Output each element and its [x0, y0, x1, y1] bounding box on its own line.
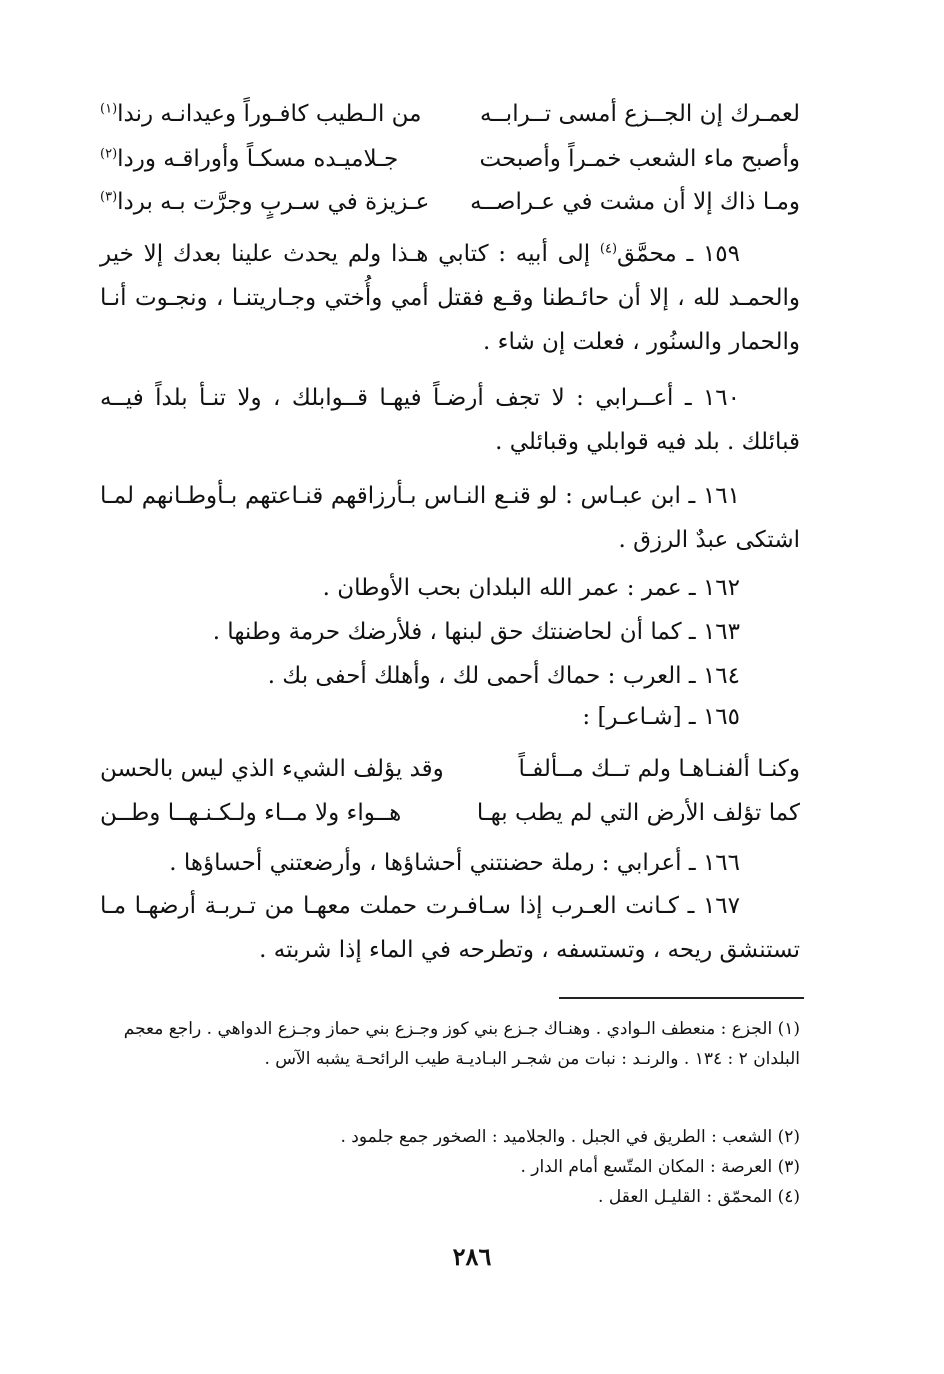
- footnote-marker: (٤): [599, 241, 618, 257]
- entry-165: ١٦٥ ـ [شـاعـر] :: [582, 704, 740, 730]
- verse-first-hemistich: وكنـا ألفنـاهـا ولم تــك مــألفـاً: [518, 756, 800, 782]
- entry-162: ١٦٢ ـ عمر : عمر الله البلدان بحب الأوطان .: [322, 575, 740, 601]
- verse-second-hemistich: عـزيزة في سـربٍ وجرَّت بـه بردا$^{(٣)}$: [100, 189, 430, 215]
- footnote-divider: [559, 997, 804, 999]
- entry-159: ١٥٩ ـ محمَّق$^{(٤)}$ إلى أبيه : كتابي هـذا ولم يحدث علينا بعدك إلا خير والحمـد لله ، إلا أن حائـطنا وقـع فقتل أمي وأُختي وجـاريتنـا ، ونجـوت أنـا والحمار والسنُور ، فعلت إن شاء .: [100, 241, 800, 355]
- verse-first-hemistich: وأصبح ماء الشعب خمـراً وأصبحت: [479, 146, 800, 172]
- footnote-2: (٢) الشعب : الطريق في الجبل . والجلاميد : الصخور جمع جلمود .: [340, 1127, 800, 1147]
- entry-161: ١٦١ ـ ابن عبـاس : لو قنـع النـاس بـأرزاقهم قنـاعتهم بـأوطـانهم لمـا اشتكى عبدٌ الرزق .: [100, 483, 800, 553]
- verse-second-hemistich: جـلاميـده مسكـاً وأوراقـه وردا$^{(٢)}$: [100, 146, 399, 172]
- entry-164: ١٦٤ ـ العرب : حماك أحمى لك ، وأهلك أحفى بك .: [267, 663, 740, 689]
- footnote-marker: (٢): [100, 146, 118, 162]
- verse-first-hemistich: كما تؤلف الأرض التي لم يطب بهـا: [476, 800, 800, 826]
- footnote-marker: (٣): [100, 189, 118, 205]
- footnote-3: (٣) العرصة : المكان المتّسع أمام الدار .: [520, 1157, 800, 1177]
- footnote-marker: (١): [100, 101, 118, 117]
- footnote-1: (١) الجزع : منعطف الـوادي . وهنـاك جـزع بني كوز وجـزع بني حماز وجـزع الدواهي . راجع معجم البلدان ٢ : ١٣٤ . والرنـد : نبات من شجـر البـاديـة طيب الرائحـة يشبه الآس .: [123, 1019, 800, 1069]
- verse-first-hemistich: لعمـرك إن الجــزع أمسى تــرابــه: [479, 101, 800, 127]
- poem-verse: [100, 749, 800, 795]
- verse-first-hemistich: ومـا ذاك إلا أن مشت في عـراصــه: [470, 189, 800, 215]
- verse-second-hemistich: وقد يؤلف الشيء الذي ليس بالحسن: [100, 756, 444, 782]
- poem-verse: [100, 139, 800, 185]
- verse-second-hemistich: من الـطيب كافـوراً وعيدانـه رندا$^{(١)}$: [100, 101, 422, 127]
- page-number: ٢٨٦: [452, 1242, 492, 1271]
- verse-second-hemistich: هــواء ولا مــاء ولـكـنـهــا وطــن: [100, 800, 402, 826]
- entry-163: ١٦٣ ـ كما أن لحاضنتك حق لبنها ، فلأرضك حرمة وطنها .: [212, 619, 740, 645]
- entry-166: ١٦٦ ـ أعرابي : رملة حضنتني أحشاؤها ، وأرضعتني أحساؤها .: [169, 850, 740, 876]
- footnote-4: (٤) المحمّق : القليـل العقل .: [598, 1187, 800, 1207]
- poem-verse: [100, 793, 800, 839]
- entry-167: ١٦٧ ـ كـانت العـرب إذا سـافـرت حملت معهـا من تـربـة أرضهـا مـا تستنشق ريحه ، وتستسفه ، وتطرحه في الماء إذا شربته .: [100, 893, 800, 963]
- poem-verse: [100, 94, 800, 140]
- poem-verse: [100, 182, 800, 228]
- entry-160: ١٦٠ ـ أعــرابي : لا تجف أرضـاً فيهـا قــوابلك ، ولا تنـأ بلداً فيــه قبائلك . بلد فيه قوابلي وقبائلي .: [100, 385, 800, 455]
